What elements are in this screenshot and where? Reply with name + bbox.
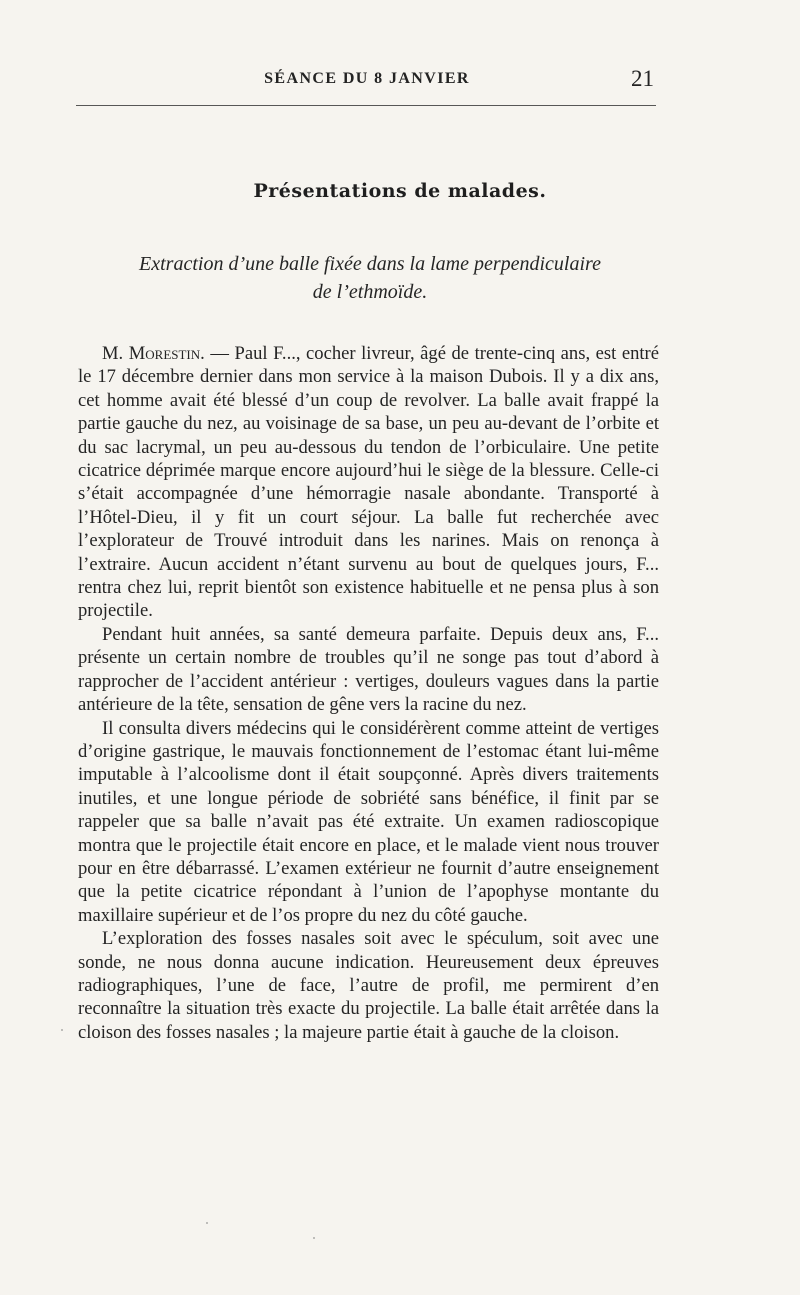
page-speck xyxy=(206,1222,208,1224)
section-title: Présentations de malades. xyxy=(253,180,547,202)
article-title-line-1: Extraction d’une balle fixée dans la lame perpendiculaire xyxy=(139,253,601,275)
article-title-line-2: de l’ethmoïde. xyxy=(312,281,428,303)
article-title xyxy=(100,250,640,306)
page-speck xyxy=(61,1029,63,1031)
paragraph-2: Pendant huit années, sa santé demeura parfaite. Depuis deux ans, F... présente un certain nombre de troubles qu’il ne songe pas tout d’abord à rapprocher de l’accident antérieur : vertiges, douleurs vagues dans la partie antérieure de la tête, sensation de gêne vers la racine du nez. xyxy=(78,623,659,716)
paragraph-4: L’exploration des fosses nasales soit avec le spéculum, soit avec une sonde, ne nous donna aucune indication. Heureusement deux épreuves radiographiques, l’une de face, l’autre de profil, me permirent d’en reconnaître la situation très exacte du projectile. La balle était arrêtée dans la cloison des fosses nasales ; la majeure partie était à gauche de la cloison. xyxy=(78,928,659,1043)
speaker-name: M. Morestin. xyxy=(102,343,205,364)
header-rule xyxy=(76,105,656,106)
paragraph-1 xyxy=(78,342,659,623)
paragraph-3: Il consulta divers médecins qui le considérèrent comme atteint de vertiges d’origine gastrique, le mauvais fonctionnement de l’estomac étant lui-même imputable à l’alcoolisme dont il était soupçonné. Après divers traitements inutiles, et une longue période de sobriété sans bénéfice, il finit par se rappeler que sa balle n’avait pas été extraite. Un examen radioscopique montra que le projectile était encore en place, et le malade vient nous trouver pour en être débarrassé. L’examen extérieur ne fournit d’autre enseignement que la petite cicatrice répondant à l’union de l’apophyse montante du maxillaire supérieur et de l’os propre du nez du côté gauche. xyxy=(78,717,659,926)
running-header xyxy=(76,66,658,98)
paragraph-1-text: — Paul F..., cocher livreur, âgé de trente-cinq ans, est entré le 17 décembre dernier dans mon service à la maison Dubois. Il y a dix ans, cet homme avait été blessé d’un coup de revolver. La balle avait frappé la partie gauche du nez, au voisinage de sa base, un peu au-devant de l’orbite et du sac lacrymal, un peu au-dessous du tendon de l’orbiculaire. Une petite cicatrice déprimée marque encore aujourd’hui le siège de la blessure. Celle-ci s’était accompagnée d’une hémorragie nasale abondante. Transporté à l’Hôtel-Dieu, il y fit un court séjour. La balle fut recherchée avec l’explorateur de Trouvé introduit dans les narines. Mais on renonça à l’extraire. Aucun accident n’étant survenu au bout de quelques jours, F... rentra chez lui, reprit bientôt son existence habituelle et ne pensa plus à son projectile. xyxy=(78,343,659,622)
page-number: 21 xyxy=(631,66,654,91)
page-speck xyxy=(313,1237,315,1239)
body-text xyxy=(78,342,659,1044)
running-title: SÉANCE DU 8 JANVIER xyxy=(264,70,470,87)
